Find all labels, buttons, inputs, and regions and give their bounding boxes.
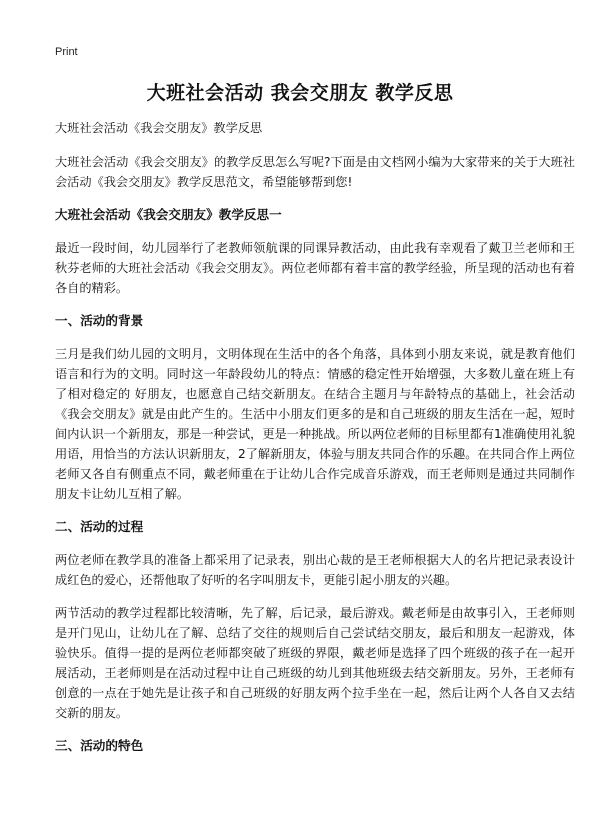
page-title: 大班社会活动 我会交朋友 教学反思 [146,82,454,104]
paragraph-4: 两节活动的教学过程都比较清晰，先了解，后记录，最后游戏。戴老师是由故事引入，王老师则是开门见山，让幼儿在了解、总结了交往的规则后自己尝试结交朋友，最后和朋友一起游戏，体验快乐。值得一提的是两位老师都突破了班级的界限，戴老师是选择了四个班级的孩子在一起开展活动，王老师则是在活动过程中让自己班级的幼儿到其他班级去结交新朋友。另外，王老师有创意的一点在于她先是让孩子和自己班级的好朋友两个拉手坐在一起，然后让两个人各自又去结交新的朋友。 [55,606,575,720]
paragraph-1: 最近一段时间，幼儿园举行了老教师领航课的同课异教活动，由此我有幸观看了戴卫兰老师和王秋芬老师的大班社会活动《我会交朋友》。两位老师都有着丰富的教学经验，所呈现的活动也有着各自的精彩。 [55,241,575,295]
intro-paragraph: 大班社会活动《我会交朋友》的教学反思怎么写呢?下面是由文档网小编为大家带来的关于大班社会活动《我会交朋友》教学反思范文，希望能够帮到您! [55,155,575,189]
section-main-heading: 大班社会活动《我会交朋友》教学反思一 [55,207,282,222]
document-body [55,118,575,769]
document-subtitle: 大班社会活动《我会交朋友》教学反思 [55,121,263,135]
print-label[interactable]: Print [55,46,78,58]
paragraph-3: 两位老师在教学具的准备上都采用了记录表，别出心裁的是王老师根据大人的名片把记录表设计成红色的爱心，还帮他取了好听的名字叫朋友卡，更能引起小朋友的兴趣。 [55,553,575,587]
heading-process: 二、活动的过程 [55,519,144,534]
paragraph-2: 三月是我们幼儿园的文明月，文明体现在生活中的各个角落，具体到小朋友来说，就是教育他们语言和行为的文明。同时这一年龄段幼儿的特点：情感的稳定性开始增强，大多数儿童在班上有了相对稳定的 好朋友，也愿意自己结交新朋友。在结合主题月与年龄特点的基础上，社会活动《我会交朋友》就是由此产生的。生活中小朋友们更多的是和自己班级的朋友生活在一起，短时间内认识一个新朋友，那是一种尝试，更是一种挑战。所以两位老师的目标里都有1准确使用礼貌用语，用恰当的方法认识新朋友，2了解新朋友，体验与朋友共同合作的乐趣。在共同合作上两位老师又各自有侧重点不同，戴老师重在于让幼儿合作完成音乐游戏，而王老师则是通过共同制作朋友卡让幼儿互相了解。 [55,347,575,501]
heading-background: 一、活动的背景 [55,313,144,328]
heading-features: 三、活动的特色 [55,738,144,753]
